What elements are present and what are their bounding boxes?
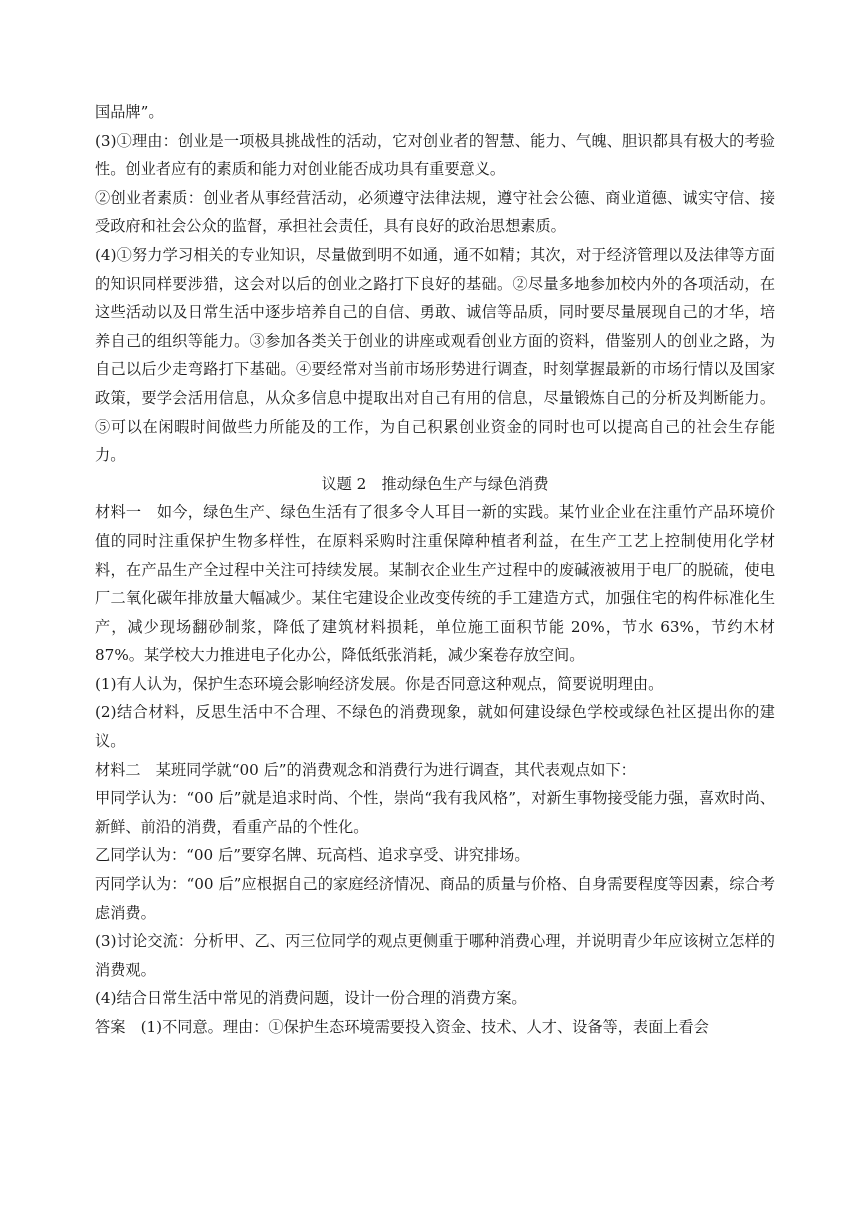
opinion-a: 甲同学认为：“00 后”就是追求时尚、个性，崇尚“我有我风格”，对新生事物接受能力强，喜欢时尚、新鲜、前沿的消费，看重产品的个性化。	[95, 789, 775, 836]
paragraph-answer-3-quality: ②创业者素质：创业者从事经营活动，必须遵守法律法规，遵守社会公德、商业道德、诚实守信、接受政府和社会公众的监督，承担社会责任，具有良好的政治思想素质。	[95, 188, 775, 236]
paragraph-answer-3-reason: (3)①理由：创业是一项极具挑战性的活动，它对创业者的智慧、能力、气魄、胆识都具有极大的考验性。创业者应有的素质和能力对创业能否成功具有重要意义。	[95, 131, 775, 179]
paragraph-material-1: 材料一 如今，绿色生产、绿色生活有了很多令人耳目一新的实践。某竹业企业在注重竹产品环境价值的同时注重保护生物多样性，在原料采购时注重保障种植者利益，在生产工艺上控制使用化学材料，在产品生产全过程中关注可持续发展。某制衣企业生产过程中的废碱液被用于电厂的脱硫，使电厂二氧化碳年排放量大幅减少。某住宅建设企业改变传统的手工建造方式，加强住宅的构件标准化生产，减少现场翻砂制浆，降低了建筑材料损耗，单位施工面积节能 20%，节水 63%，节约木材 87%。某学校大力推进电子化办公，降低纸张消耗，减少案卷存放空间。	[95, 503, 775, 665]
question-3: (3)讨论交流：分析甲、乙、丙三位同学的观点更侧重于哪种消费心理，并说明青少年应该树立怎样的消费观。	[95, 932, 775, 979]
document-page	[95, 98, 775, 1042]
answer-start: 答案 (1)不同意。理由：①保护生态环境需要投入资金、技术、人才、设备等，表面上看会	[95, 1018, 709, 1036]
paragraph-answer-4: (4)①努力学习相关的专业知识，尽量做到明不如通，通不如精；其次，对于经济管理以及法律等方面的知识同样要涉猎，这会对以后的创业之路打下良好的基础。②尽量多地参加校内外的各项活动，在这些活动以及日常生活中逐步培养自己的自信、勇敢、诚信等品质，同时要尽量展现自己的才华，培养自己的组织等能力。③参加各类关于创业的讲座或观看创业方面的资料，借鉴别人的创业之路，为自己以后少走弯路打下基础。④要经常对当前市场形势进行调查，时刻掌握最新的市场行情以及国家政策，要学会活用信息，从众多信息中提取出对自己有用的信息，尽量锻炼自己的分析及判断能力。⑤可以在闲暇时间做些力所能及的工作，为自己积累创业资金的同时也可以提高自己的社会生存能力。	[95, 245, 775, 465]
question-1: (1)有人认为，保护生态环境会影响经济发展。你是否同意这种观点，简要说明理由。	[95, 674, 664, 693]
opinion-b: 乙同学认为：“00 后”要穿名牌、玩高档、追求享受、讲究排场。	[95, 846, 530, 865]
question-4: (4)结合日常生活中常见的消费问题，设计一份合理的消费方案。	[95, 989, 527, 1008]
paragraph-brand-end: 国品牌”。	[95, 103, 164, 121]
question-2: (2)结合材料，反思生活中不合理、不绿色的消费现象，就如何建设绿色学校或绿色社区提出你的建议。	[95, 703, 775, 751]
paragraph-material-2: 材料二 某班同学就“00 后”的消费观念和消费行为进行调查，其代表观点如下：	[95, 760, 636, 779]
topic-heading: 议题 2 推动绿色生产与绿色消费	[321, 474, 549, 493]
opinion-c: 丙同学认为：“00 后”应根据自己的家庭经济情况、商品的质量与价格、自身需要程度等因素，综合考虑消费。	[95, 875, 775, 922]
